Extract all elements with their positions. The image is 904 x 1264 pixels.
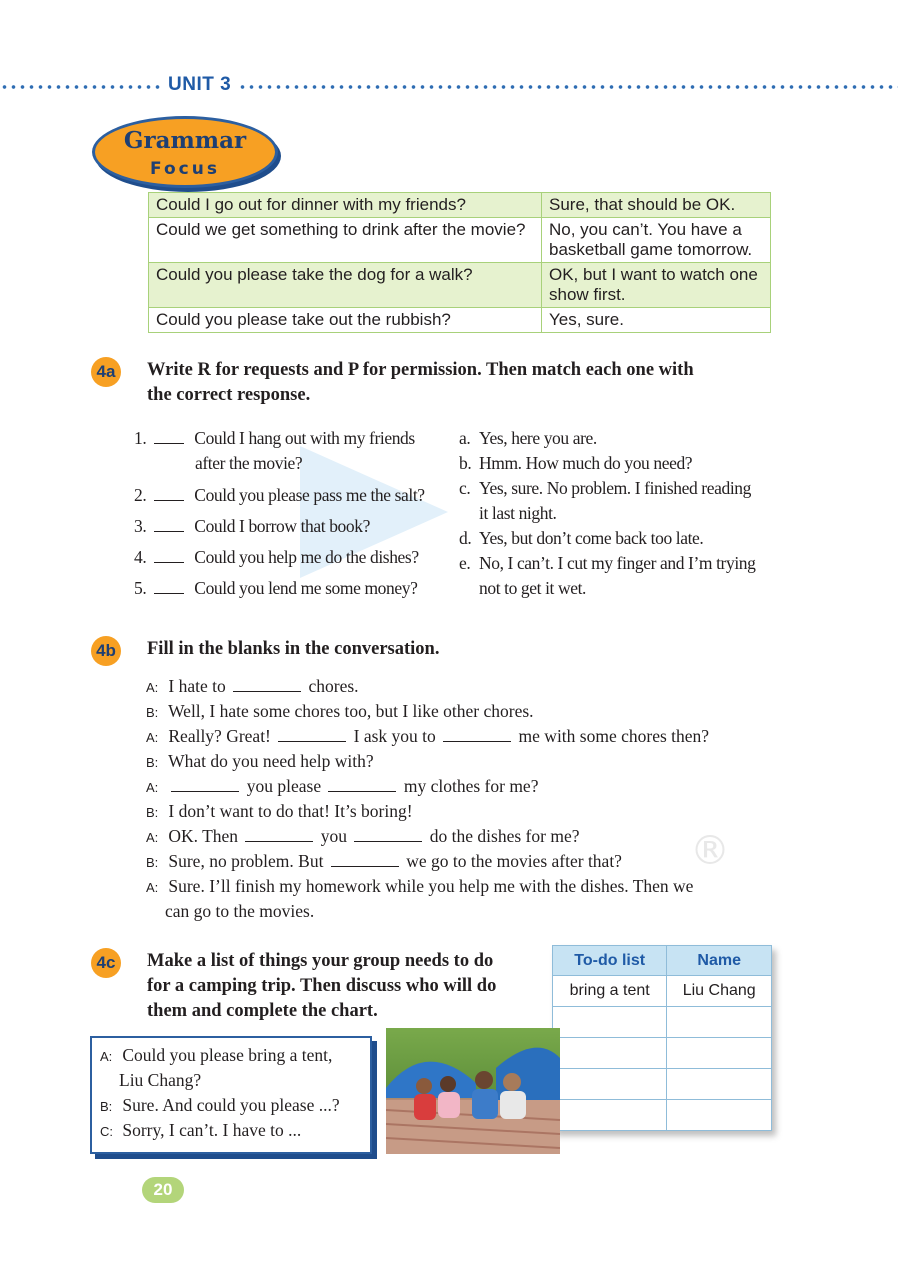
speaker-label: A: [100, 1049, 113, 1064]
section-badge-4c: 4c [91, 948, 121, 978]
conv-line-3 [146, 724, 709, 750]
conv-blank[interactable] [245, 825, 313, 842]
grammar-answer: OK, but I want to watch one show first. [542, 263, 771, 308]
conv-line-8 [146, 849, 622, 875]
question-text: Could you lend me some money? [194, 578, 418, 598]
unit-label: UNIT 3 [168, 74, 232, 95]
question-1-cont [195, 451, 302, 476]
response-letter: c. [459, 478, 471, 498]
table-row [149, 193, 771, 218]
grammar-question: Could you please take the dog for a walk? [149, 263, 542, 308]
conv-text: we go to the movies after that? [406, 851, 622, 871]
grammar-focus-badge [92, 116, 278, 188]
conv-line-4 [146, 749, 374, 775]
speaker-label: B: [146, 855, 159, 870]
response-letter: b. [459, 453, 472, 473]
table-row [553, 1069, 772, 1100]
conv-text: OK. Then [168, 826, 239, 846]
header-dots-right [238, 84, 898, 90]
response-text: Yes, but don’t come back too late. [479, 528, 704, 548]
response-c [459, 476, 751, 501]
speaker-label: A: [146, 780, 159, 795]
conv-line-1 [146, 674, 359, 700]
section-badge-4a: 4a [91, 357, 121, 387]
conv-blank[interactable] [328, 775, 396, 792]
instruction-4c-line1: Make a list of things your group needs to do [147, 951, 494, 971]
grammar-question: Could you please take out the rubbish? [149, 308, 542, 333]
header-dots-left [0, 84, 160, 90]
grammar-focus-title: Grammar [123, 127, 247, 154]
dialog-text: Could you please bring a tent, [122, 1045, 333, 1065]
table-row [149, 263, 771, 308]
todo-header-task: To-do list [553, 946, 667, 976]
todo-header-row [553, 946, 772, 976]
conv-blank[interactable] [233, 675, 301, 692]
response-text: not to get it wet. [479, 578, 587, 598]
response-text: Yes, here you are. [479, 428, 597, 448]
conv-text: me with some chores then? [518, 726, 710, 746]
speaker-label: A: [146, 830, 159, 845]
dialog-text: Sure. And could you please ...? [122, 1095, 340, 1115]
dialog-line-b [100, 1093, 340, 1119]
response-e-cont [479, 576, 586, 601]
question-number: 1. [134, 428, 147, 448]
dialog-line-a-cont [119, 1068, 201, 1093]
instruction-4a-line2: the correct response. [147, 385, 311, 405]
conv-text: I hate to [168, 676, 226, 696]
conv-blank[interactable] [331, 850, 399, 867]
conv-line-6 [146, 799, 413, 825]
question-text: Could you help me do the dishes? [194, 547, 419, 567]
dialog-text: Liu Chang? [119, 1070, 202, 1090]
response-e [459, 551, 756, 576]
todo-task-cell[interactable] [553, 1038, 667, 1069]
conv-text: What do you need help with? [168, 751, 374, 771]
conv-text: Sure, no problem. But [168, 851, 324, 871]
camping-photo [386, 1028, 560, 1154]
section-badge-4b: 4b [91, 636, 121, 666]
response-text: Hmm. How much do you need? [479, 453, 693, 473]
conv-line-7 [146, 824, 579, 850]
instruction-4a-line1: Write R for requests and P for permission. Then match each one with [147, 360, 694, 380]
question-text: after the movie? [195, 453, 303, 473]
todo-name-cell[interactable] [667, 1100, 772, 1131]
todo-task-cell[interactable] [553, 1007, 667, 1038]
conv-line-9-cont [165, 899, 314, 924]
conv-text: Well, I hate some chores too, but I like other chores. [168, 701, 534, 721]
table-row [553, 976, 772, 1007]
registered-watermark: ® [690, 828, 730, 874]
grammar-answer: No, you can’t. You have a basketball game tomorrow. [542, 218, 771, 263]
question-3 [134, 514, 370, 539]
response-letter: a. [459, 428, 471, 448]
question-number: 4. [134, 547, 147, 567]
speaker-label: C: [100, 1124, 113, 1139]
todo-task-cell[interactable] [553, 1100, 667, 1131]
response-b [459, 451, 692, 476]
conv-text: do the dishes for me? [429, 826, 580, 846]
dialog-text: Sorry, I can’t. I have to ... [122, 1120, 302, 1140]
conv-blank[interactable] [278, 725, 346, 742]
todo-task-cell[interactable]: bring a tent [553, 976, 667, 1007]
question-4 [134, 545, 419, 570]
page-number: 20 [142, 1177, 184, 1203]
conv-text: I don’t want to do that! It’s boring! [168, 801, 413, 821]
grammar-answer: Sure, that should be OK. [542, 193, 771, 218]
response-text: No, I can’t. I cut my finger and I’m trying [479, 553, 756, 573]
question-2 [134, 483, 425, 508]
speaker-label: A: [146, 730, 159, 745]
conv-text: you [320, 826, 348, 846]
conv-text: Sure. I’ll finish my homework while you help me with the dishes. Then we [168, 876, 694, 896]
response-d [459, 526, 703, 551]
question-number: 5. [134, 578, 147, 598]
conv-text: chores. [308, 676, 359, 696]
instruction-4c [147, 949, 496, 1024]
todo-name-cell[interactable] [667, 1038, 772, 1069]
table-row [149, 218, 771, 263]
conv-text: my clothes for me? [403, 776, 539, 796]
response-a [459, 426, 597, 451]
grammar-question: Could we get something to drink after the movie? [149, 218, 542, 263]
conv-text: can go to the movies. [165, 901, 315, 921]
question-number: 3. [134, 516, 147, 536]
speaker-label: B: [100, 1099, 113, 1114]
answer-blank-5[interactable] [154, 578, 184, 594]
question-text: Could I borrow that book? [194, 516, 370, 536]
answer-blank-1[interactable] [154, 428, 184, 444]
question-text: Could you please pass me the salt? [194, 485, 425, 505]
answer-blank-4[interactable] [154, 547, 184, 563]
question-1 [134, 426, 415, 451]
question-text: Could I hang out with my friends [194, 428, 415, 448]
table-row [553, 1038, 772, 1069]
speaker-label: B: [146, 705, 159, 720]
response-text: it last night. [479, 503, 557, 523]
example-dialog-box [90, 1036, 372, 1154]
todo-task-cell[interactable] [553, 1069, 667, 1100]
question-5 [134, 576, 417, 601]
todo-name-cell[interactable]: Liu Chang [667, 976, 772, 1007]
conv-blank[interactable] [354, 825, 422, 842]
conv-blank[interactable] [171, 775, 239, 792]
conv-text: I ask you to [353, 726, 436, 746]
conv-line-9 [146, 874, 693, 900]
conv-text: you please [246, 776, 322, 796]
conv-text: Really? Great! [168, 726, 271, 746]
grammar-question: Could I go out for dinner with my friends? [149, 193, 542, 218]
conv-line-5 [146, 774, 538, 800]
instruction-4b: Fill in the blanks in the conversation. [147, 639, 440, 659]
grammar-table [148, 192, 771, 333]
grammar-focus-subtitle: Focus [150, 159, 220, 179]
question-number: 2. [134, 485, 147, 505]
todo-name-cell[interactable] [667, 1069, 772, 1100]
answer-blank-3[interactable] [154, 516, 184, 532]
speaker-label: B: [146, 755, 159, 770]
response-letter: d. [459, 528, 472, 548]
answer-blank-2[interactable] [154, 485, 184, 501]
instruction-4a [147, 358, 694, 408]
speaker-label: A: [146, 680, 159, 695]
table-row [149, 308, 771, 333]
dialog-line-c [100, 1118, 301, 1144]
instruction-4c-line3: them and complete the chart. [147, 1001, 378, 1021]
todo-header-name: Name [667, 946, 772, 976]
speaker-label: A: [146, 880, 159, 895]
instruction-4c-line2: for a camping trip. Then discuss who will do [147, 976, 497, 996]
response-letter: e. [459, 553, 471, 573]
table-row [553, 1007, 772, 1038]
conv-blank[interactable] [443, 725, 511, 742]
camping-family-illustration [386, 1028, 560, 1154]
todo-table [552, 945, 772, 1131]
todo-name-cell[interactable] [667, 1007, 772, 1038]
table-row [553, 1100, 772, 1131]
speaker-label: B: [146, 805, 159, 820]
dialog-line-a [100, 1043, 332, 1069]
response-c-cont [479, 501, 557, 526]
conv-line-2 [146, 699, 534, 725]
response-text: Yes, sure. No problem. I finished reading [479, 478, 751, 498]
grammar-answer: Yes, sure. [542, 308, 771, 333]
